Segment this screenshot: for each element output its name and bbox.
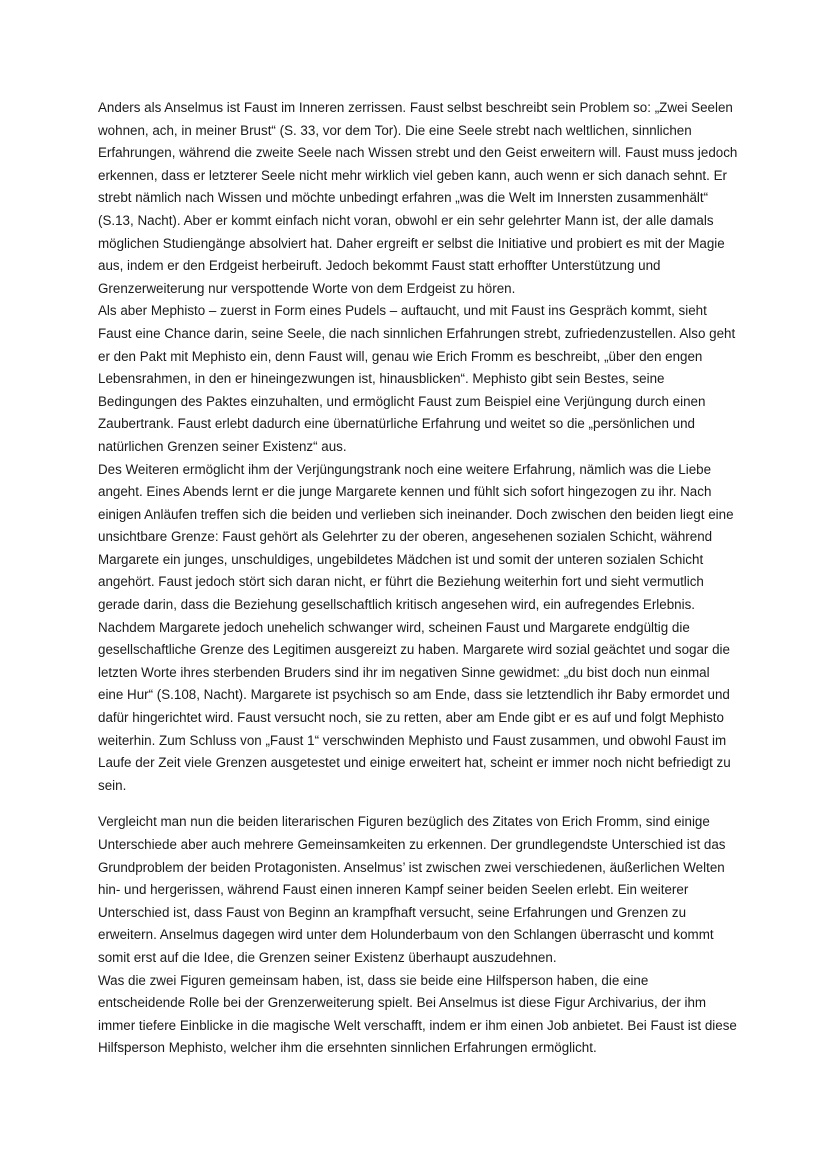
paragraph-mephisto-pact: Als aber Mephisto – zuerst in Form eines Pudels – auftaucht, und mit Faust ins Gespräch kommt, sieht Faust eine Chance darin, seine Seele, die nach sinnlichen Erfahrungen strebt, zufriedenzustellen. Also geht er den Pakt mit Mephisto ein, denn Faust will, genau wie Erich Fromm es beschreibt, „über den engen Lebensrahmen, in den er hineingezwungen ist, hinausblicken“. Mephisto gibt sein Bestes, seine Bedingungen des Paktes einzuhalten, und ermöglicht Faust zum Beispiel eine Verjüngung durch einen Zaubertrank. Faust erlebt dadurch eine übernatürliche Erfahrung und weitet so die „persönlichen und natürlichen Grenzen seiner Existenz“ aus.	[98, 303, 736, 454]
paragraph-spacer	[98, 797, 738, 811]
paragraph-faust-inner-conflict: Anders als Anselmus ist Faust im Inneren zerrissen. Faust selbst beschreibt sein Problem so: „Zwei Seelen wohnen, ach, in meiner Brust“ (S. 33, vor dem Tor). Die eine Seele strebt nach weltlichen, sinnlichen Erfahrungen, während die zweite Seele nach Wissen strebt und den Geist erweitern will. Faust muss jedoch erkennen, dass er letzterer Seele nicht mehr wirklich viel geben kann, auch wenn er sich danach sehnt. Er strebt nämlich nach Wissen und möchte unbedingt erfahren „was die Welt im Innersten zusammenhält“ (S.13, Nacht). Aber er kommt einfach nicht voran, obwohl er ein sehr gelehrter Mann ist, der alle damals möglichen Studiengänge absolviert hat. Daher ergreift er selbst die Initiative und probiert es mit der Magie aus, indem er den Erdgeist herbeiruft. Jedoch bekommt Faust statt erhoffter Unterstützung und Grenzerweiterung nur verspottende Worte von dem Erdgeist zu hören.	[98, 100, 738, 296]
paragraph-comparison-differences: Vergleicht man nun die beiden literarischen Figuren bezüglich des Zitates von Erich Fromm, sind einige Unterschiede aber auch mehrere Gemeinsamkeiten zu erkennen. Der grundlegendste Unterschied ist das Grundproblem der beiden Protagonisten. Anselmus’ ist zwischen zwei verschiedenen, äußerlichen Welten hin- und hergerissen, während Faust einen inneren Kampf seiner beiden Seelen erlebt. Ein weiterer Unterschied ist, dass Faust von Beginn an krampfhaft versucht, seine Erfahrungen und Grenzen zu erweitern. Anselmus dagegen wird unter dem Holunderbaum von den Schlangen überrascht und kommt somit erst auf die Idee, die Grenzen seiner Existenz überhaupt auszudehnen.	[98, 814, 726, 965]
document-body	[98, 97, 738, 1060]
paragraph-comparison-similarities: Was die zwei Figuren gemeinsam haben, ist, dass sie beide eine Hilfsperson haben, die eine entscheidende Rolle bei der Grenzerweiterung spielt. Bei Anselmus ist diese Figur Archivarius, der ihm immer tiefere Einblicke in die magische Welt verschafft, indem er ihm einen Job anbietet. Bei Faust ist diese Hilfsperson Mephisto, welcher ihm die ersehnten sinnlichen Erfahrungen ermöglicht.	[98, 972, 737, 1056]
paragraph-margarete-tragedy: Nachdem Margarete jedoch unehelich schwanger wird, scheinen Faust und Margarete endgültig die gesellschaftliche Grenze des Legitimen ausgereizt zu haben. Margarete wird sozial geächtet und sogar die letzten Worte ihres sterbenden Bruders sind ihr im negativen Sinne gewidmet: „du bist doch nun einmal eine Hur“ (S.108, Nacht). Margarete ist psychisch so am Ende, dass sie letztendlich ihr Baby ermordet und dafür hingerichtet wird. Faust versucht noch, sie zu retten, aber am Ende gibt er es auf und folgt Mephisto weiterhin. Zum Schluss von „Faust 1“ verschwinden Mephisto und Faust zusammen, und obwohl Faust im Laufe der Zeit viele Grenzen ausgetestet und einige erweitert hat, scheint er immer noch nicht befriedigt zu sein.	[98, 619, 731, 793]
paragraph-margarete-love: Des Weiteren ermöglicht ihm der Verjüngungstrank noch eine weitere Erfahrung, nämlich was die Liebe angeht. Eines Abends lernt er die junge Margarete kennen und fühlt sich sofort hingezogen zu ihr. Nach einigen Anläufen treffen sich die beiden und verlieben sich ineinander. Doch zwischen den beiden liegt eine unsichtbare Grenze: Faust gehört als Gelehrter zu der oberen, angesehenen sozialen Schicht, während Margarete ein junges, unschuldiges, ungebildetes Mädchen ist und somit der unteren sozialen Schicht angehört. Faust jedoch stört sich daran nicht, er führt die Beziehung weiterhin fort und sieht vermutlich gerade darin, dass die Beziehung gesellschaftlich kritisch angesehen wird, ein aufregendes Erlebnis.	[98, 461, 734, 613]
